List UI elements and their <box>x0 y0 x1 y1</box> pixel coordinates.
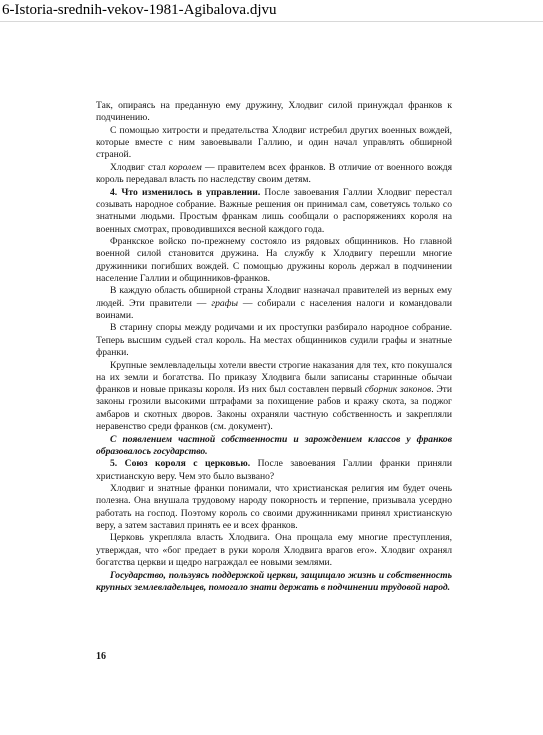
paragraph-text: — правителем всех франков. В отличие от военного вождя король передавал власть по наследству своим детям. <box>96 161 452 186</box>
paragraph-text: После завоевания Галлии Хлодвиг перестал созывать народное собрание. Важные решения он принимал сам, советуясь только со знатными людьми. Простым франкам лишь сообщали о распоряжениях короля на военных смотрах, проводившихся весной каждого года. <box>96 186 452 235</box>
paragraph-text: Крупные землевладельцы хотели ввести строгие наказания для тех, кто покушался на их земли и богатства. По приказу Хлодвига были записаны старинные обычаи франков и новые приказы короля. Из них был составлен первый <box>96 359 452 396</box>
term: графы <box>211 297 238 309</box>
paragraph <box>96 100 452 125</box>
page-number: 16 <box>96 651 106 662</box>
conclusion-paragraph: Государство, пользуясь поддержкой церкви, защищало жизнь и собственность крупных землевладельцев, помогало знати держать в подчинении трудовой народ. <box>96 569 452 593</box>
paragraph <box>96 532 452 569</box>
paragraph-text: — собирали с населения налоги и командовали воинами. <box>96 297 452 321</box>
paragraph-text: Франкское войско по-прежнему состояло из рядовых общинников. Но главной военной силой становится дружина. На службу к Хлодвигу перешли многие дружинники погибших вождей. С помощью дружины король держал в подчинении население Галлии и общинников-франков. <box>96 236 452 284</box>
window-title: 6-Istoria-srednih-vekov-1981-Agibalova.djvu <box>0 0 543 22</box>
section-heading: 4. Что изменилось в управлении. <box>110 186 261 198</box>
paragraph <box>96 162 452 187</box>
paragraph-text: Хлодвиг и знатные франки понимали, что христианская религия им будет очень полезна. Она внушала трудовому народу покорность и терпение, призывала усердно работать на господ. Поэтому король со своими дружинниками принял христианскую веру, а затем заставил принять ее и всех франков. <box>96 483 452 531</box>
term: сборник законов <box>364 384 432 396</box>
paragraph-text: . Эти законы грозили высокими штрафами за похищение рабов и кражу скота, за поджог амбаров и скотных дворов. Законы охраняли частную собственность и закрепляли неравенство среди франков (см. документ). <box>96 384 453 433</box>
paragraph-text: В каждую область обширной страны Хлодвиг назначал правителей из верных ему людей. Эти правители — <box>96 285 452 309</box>
section-heading: 5. Союз короля с церковью. <box>110 458 251 470</box>
section-paragraph <box>96 187 452 236</box>
paragraph <box>96 236 452 285</box>
paragraph <box>96 483 452 532</box>
paragraph-text: В старину споры между родичами и их проступки разбирало народное собрание. Теперь высшим судьей стал король. На местах общинников судили графы и знатные франки. <box>96 322 452 359</box>
paragraph-text: Хлодвиг стал <box>110 161 169 173</box>
paragraph-text: Так, опираясь на преданную ему дружину, Хлодвиг силой принуждал франков к подчинению. <box>96 100 452 124</box>
paragraph <box>96 360 452 434</box>
term: королем <box>168 161 202 173</box>
document-page <box>96 100 452 594</box>
paragraph <box>96 285 452 322</box>
paragraph <box>96 322 452 359</box>
section-paragraph <box>96 458 452 483</box>
conclusion-paragraph: С появлением частной собственности и зарождением классов у франков образовалось государство. <box>96 433 452 457</box>
paragraph-text: После завоевания Галлии франки приняли христианскую веру. Чем это было вызвано? <box>96 458 452 482</box>
paragraph-text: Церковь укрепляла власть Хлодвига. Она прощала ему многие преступления, утверждая, что «бог предает в руки короля Хлодвига врагов его». Хлодвиг охранял богатства церкви и щедро награждал ее новыми землями. <box>96 532 452 569</box>
paragraph-text: С помощью хитрости и предательства Хлодвиг истребил других военных вождей, которые вместе с ним завоевывали Галлию, и один начал управлять обширной страной. <box>96 124 452 161</box>
paragraph <box>96 125 452 162</box>
document-viewport[interactable] <box>0 22 543 735</box>
